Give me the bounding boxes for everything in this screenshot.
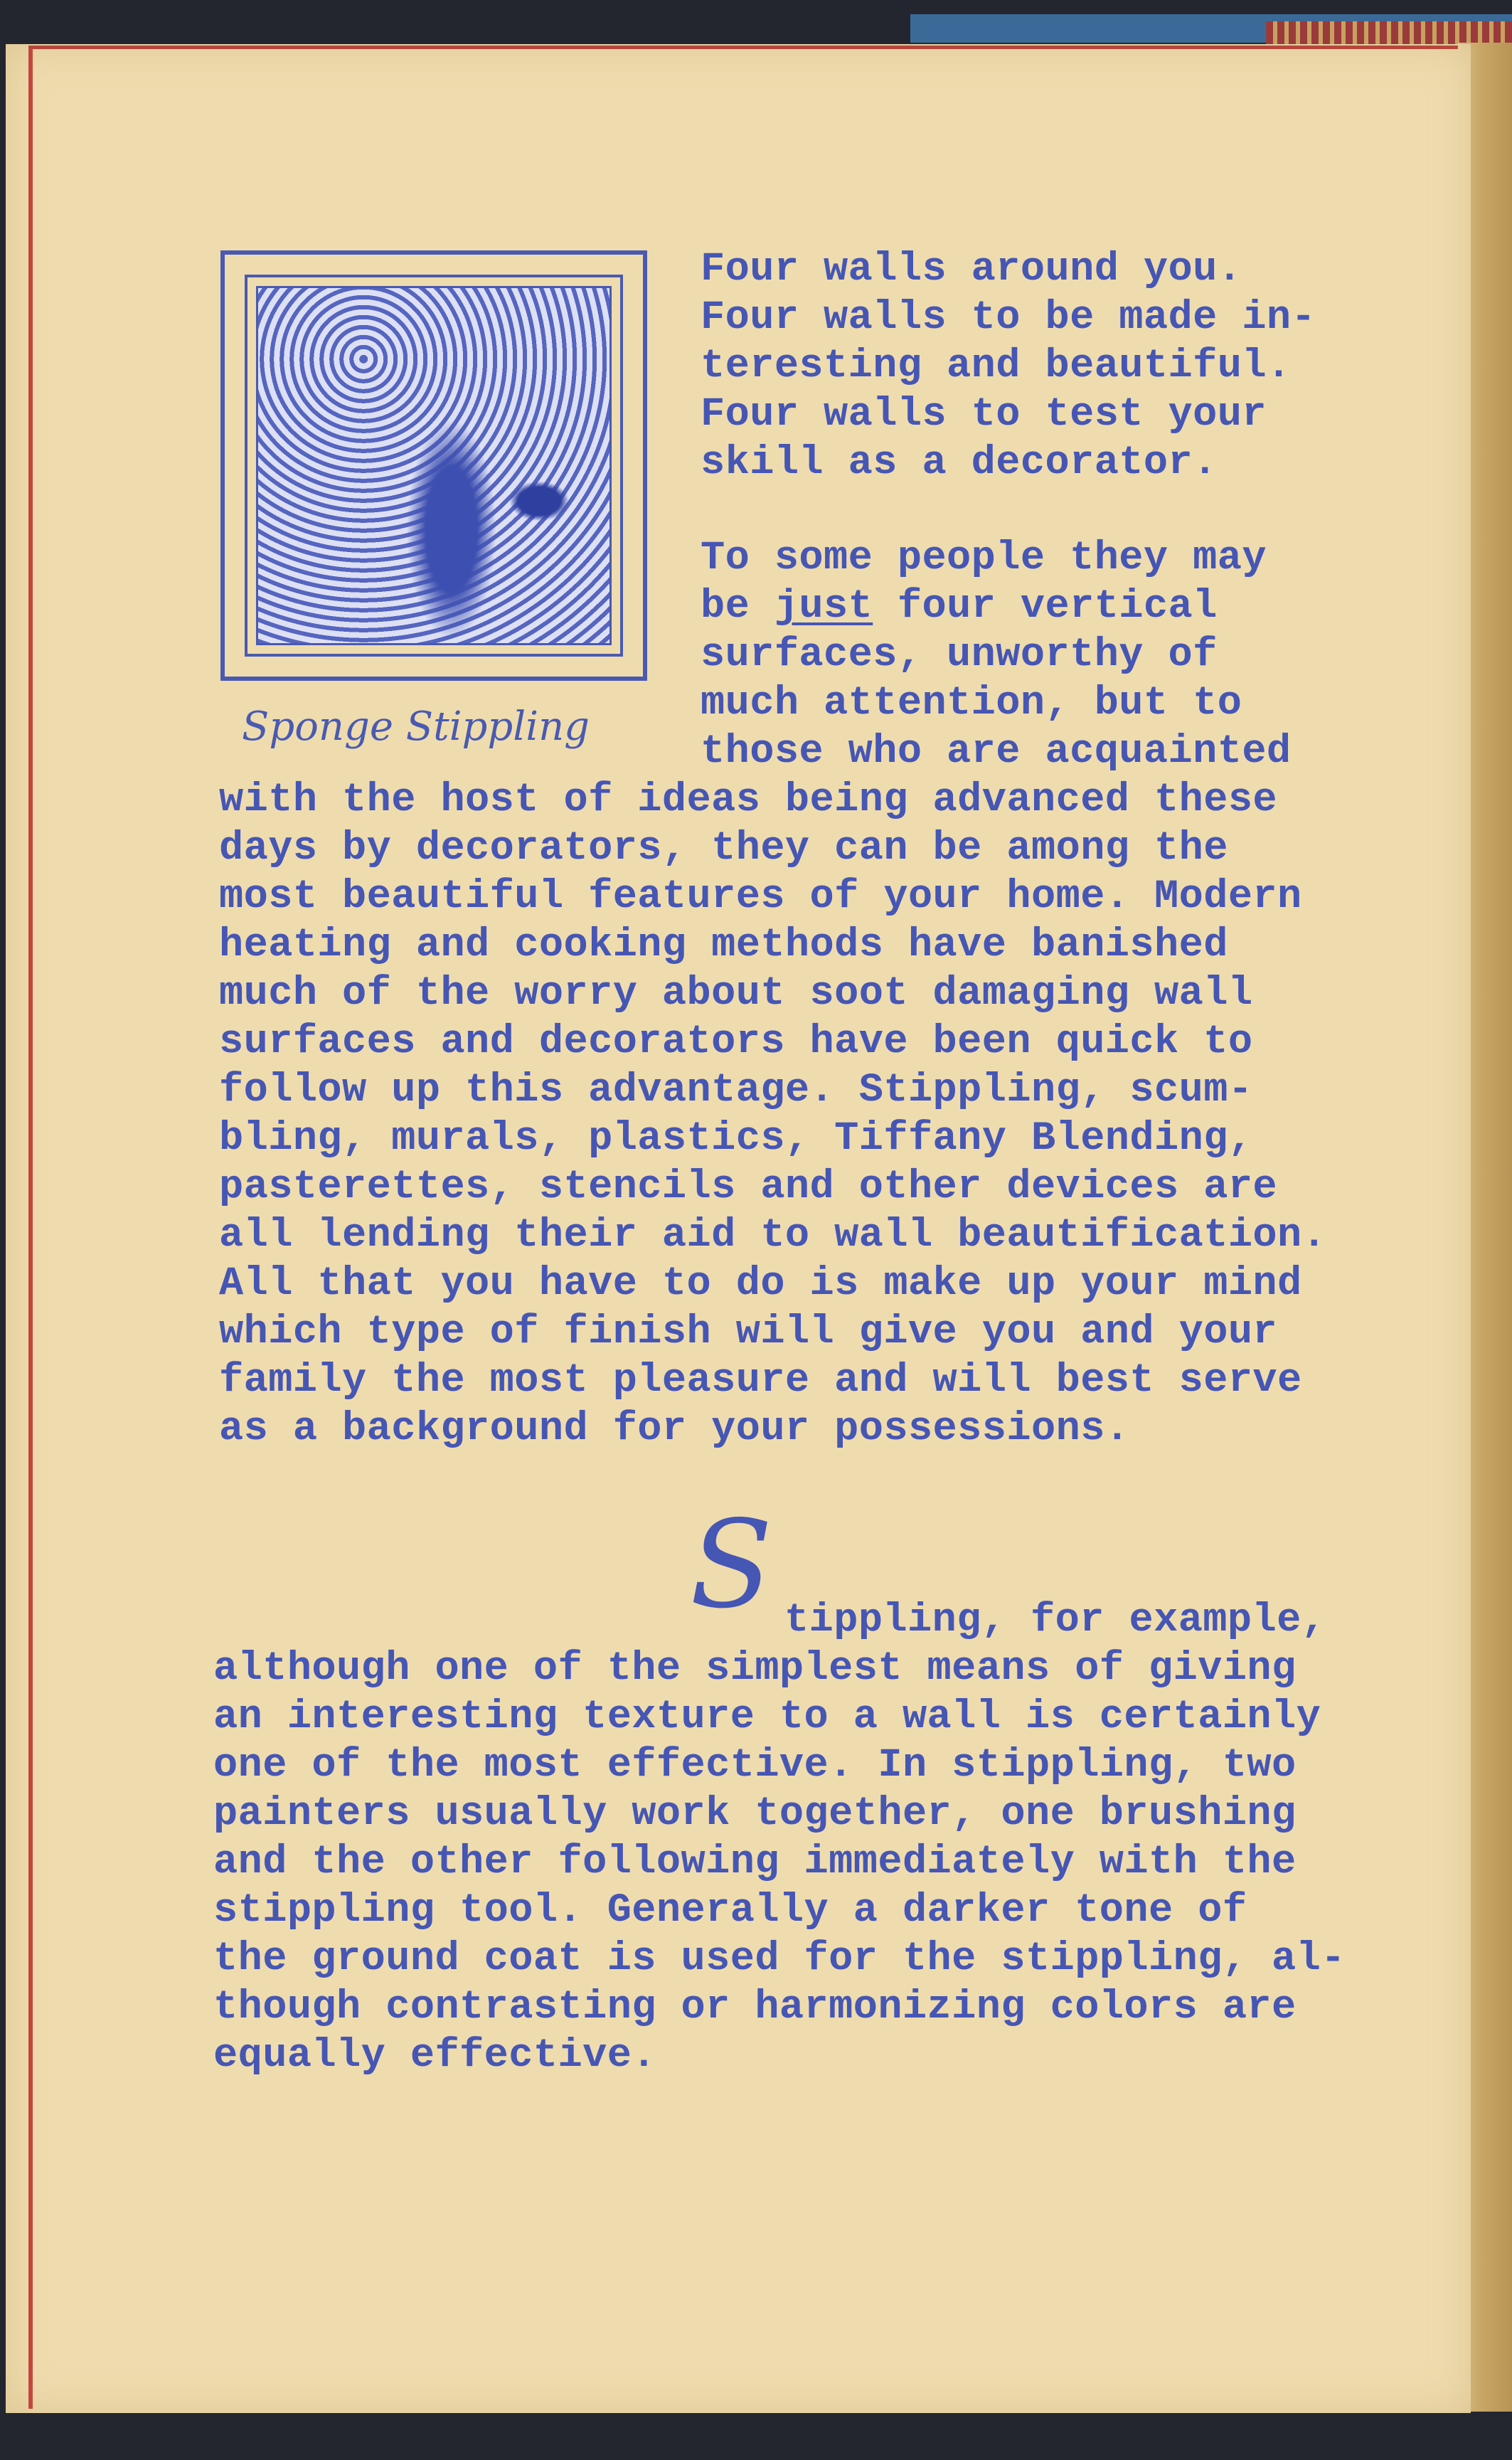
sponge-stippling-photo <box>256 286 612 645</box>
text-line: the ground coat is used for the stippling, al- <box>213 1936 1346 1982</box>
stippling-paragraph <box>213 1645 1346 2080</box>
sponge-stippling-photo-frame <box>220 250 647 681</box>
text-line: days by decorators, they can be among the <box>219 826 1228 871</box>
margin-rule <box>28 48 33 2409</box>
text-line: Four walls to be made in- <box>701 295 1316 341</box>
text-line: surfaces, unworthy of <box>701 632 1218 678</box>
underlined-word: just <box>774 584 873 630</box>
text-line: those who are acquainted <box>701 729 1292 775</box>
second-paragraph-full <box>219 776 1326 1453</box>
text-line: painters usually work together, one brushing <box>213 1791 1297 1837</box>
text-line: surfaces and decorators have been quick to <box>219 1019 1253 1065</box>
text-line: heating and cooking methods have banished <box>219 923 1228 968</box>
text-run: four vertical <box>873 584 1218 630</box>
photo-inner-border <box>245 275 623 657</box>
text-line: an interesting texture to a wall is certainly <box>213 1695 1321 1740</box>
text-line: and the other following immediately with the <box>213 1840 1297 1885</box>
text-line: family the most pleasure and will best serve <box>219 1358 1302 1404</box>
text-line: one of the most effective. In stippling, two <box>213 1743 1297 1788</box>
text-run: be <box>701 584 774 630</box>
text-line: with the host of ideas being advanced these <box>219 778 1278 823</box>
text-line: All that you have to do is make up your mind <box>219 1261 1302 1307</box>
text-line: Four walls around you. <box>701 247 1242 292</box>
drop-cap: S <box>690 1495 773 1635</box>
intro-paragraph <box>701 245 1316 487</box>
stippling-first-line: tippling, for example, <box>784 1598 1326 1643</box>
text-line: although one of the simplest means of giving <box>213 1646 1297 1692</box>
text-line: follow up this advantage. Stippling, scum- <box>219 1068 1253 1113</box>
text-line: equally effective. <box>213 2033 656 2079</box>
text-line: bling, murals, plastics, Tiffany Blending, <box>219 1116 1253 1162</box>
page-top-edge <box>28 46 1458 49</box>
text-line: teresting and beautiful. <box>701 344 1292 389</box>
text-line: most beautiful features of your home. Modern <box>219 874 1302 920</box>
text-line: pasterettes, stencils and other devices are <box>219 1165 1278 1210</box>
text-line: all lending their aid to wall beautification. <box>219 1213 1327 1258</box>
text-line: skill as a decorator. <box>701 440 1218 486</box>
photo-caption: Sponge Stippling <box>242 704 590 750</box>
text-line: much of the worry about soot damaging wall <box>219 971 1253 1017</box>
text-line: as a background for your possessions. <box>219 1406 1130 1452</box>
text-line: To some people they may <box>701 536 1267 581</box>
text-line: which type of finish will give you and your <box>219 1310 1278 1355</box>
text-line: stippling tool. Generally a darker tone of <box>213 1888 1247 1934</box>
text-line: though contrasting or harmonizing colors are <box>213 1985 1297 2030</box>
second-paragraph-narrow <box>701 534 1292 776</box>
text-line: Four walls to test your <box>701 392 1267 438</box>
text-line <box>701 583 1292 631</box>
text-line: much attention, but to <box>701 681 1242 726</box>
